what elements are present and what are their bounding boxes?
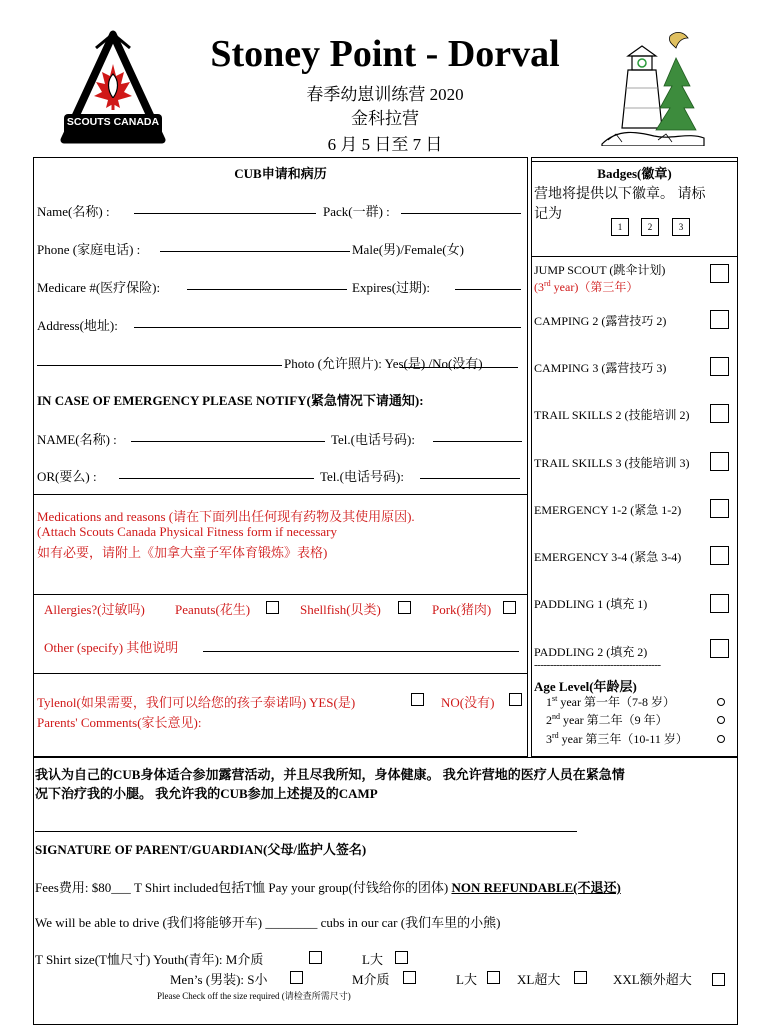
- address-field[interactable]: [134, 315, 521, 328]
- non-refundable-label: NON REFUNDABLE(不退还): [451, 880, 621, 895]
- mens-label: Men’s (男装): S小: [170, 972, 268, 987]
- badge-camping-3: CAMPING 3 (露营技巧 3): [534, 361, 667, 375]
- mens-xxl-checkbox[interactable]: [712, 973, 725, 986]
- shellfish-checkbox[interactable]: [398, 601, 411, 614]
- medications-instructions-1: Medications and reasons (请在下面列出任何现有药物及其使用原因).: [37, 509, 415, 524]
- address-label: Address(地址):: [37, 318, 118, 333]
- pack-label: Pack(一群) :: [323, 204, 390, 219]
- peanuts-checkbox[interactable]: [266, 601, 279, 614]
- badge-paddling-2-checkbox[interactable]: [710, 639, 729, 658]
- tylenol-no-checkbox[interactable]: [509, 693, 522, 706]
- photo-permission-label: Photo (允许照片): Yes(是) /No(没有): [284, 356, 483, 371]
- badges-title: Badges(徽章): [597, 166, 672, 181]
- mens-xl-checkbox[interactable]: [574, 971, 587, 984]
- mens-xxl-label: XXL额外超大: [613, 972, 692, 987]
- badge-trail-skills-2: TRAIL SKILLS 2 (技能培训 2): [534, 408, 690, 422]
- medicare-field[interactable]: [187, 277, 347, 290]
- age-level-title: Age Level(年龄层): [534, 679, 637, 694]
- mark-legend-1: 1: [611, 218, 629, 236]
- badge-emergency-1-2: EMERGENCY 1-2 (紧急 1-2): [534, 503, 682, 517]
- badge-camping-3-checkbox[interactable]: [710, 357, 729, 376]
- consent-statement-1: 我认为自己的CUB身体适合参加露营活动，并且尽我所知，身体健康。 我允许营地的医疗人员在紧急情: [35, 767, 625, 782]
- form-section-title: CUB申请和病历: [234, 166, 327, 181]
- peanuts-label: Peanuts(花生): [175, 602, 251, 617]
- parents-comments-label: Parents' Comments(家长意见):: [37, 715, 202, 730]
- pack-field[interactable]: [401, 201, 521, 214]
- age-level-2-radio[interactable]: [717, 716, 725, 724]
- badge-emergency-3-4-checkbox[interactable]: [710, 546, 729, 565]
- page-title: Stoney Point - Dorval: [210, 33, 560, 75]
- medications-instructions-3: 如有必要，请附上《加拿大童子军体育锻炼》表格): [37, 545, 328, 560]
- gender-label: Male(男)/Female(女): [352, 242, 464, 257]
- name-label: Name(名称) :: [37, 204, 110, 219]
- mark-legend-3: 3: [672, 218, 690, 236]
- youth-m-checkbox[interactable]: [309, 951, 322, 964]
- shellfish-label: Shellfish(贝类): [300, 602, 381, 617]
- phone-field[interactable]: [160, 239, 350, 252]
- mark-legend-2: 2: [641, 218, 659, 236]
- name-field[interactable]: [134, 201, 316, 214]
- badges-intro-1: 营地将提供以下徽章。 请标: [534, 187, 706, 202]
- pork-checkbox[interactable]: [503, 601, 516, 614]
- consent-statement-2: 况下治疗我的小腿。 我允许我的CUB参加上述提及的CAMP: [35, 786, 378, 801]
- badge-camping-2: CAMPING 2 (露营技巧 2): [534, 314, 667, 328]
- mens-xl-label: XL超大: [517, 972, 561, 987]
- age-level-3-radio[interactable]: [717, 735, 725, 743]
- youth-l-checkbox[interactable]: [395, 951, 408, 964]
- badge-jump-scout-checkbox[interactable]: [710, 264, 729, 283]
- medicare-label: Medicare #(医疗保险):: [37, 280, 161, 295]
- badges-intro-2: 记为: [534, 207, 562, 222]
- address-line-2[interactable]: [37, 353, 282, 366]
- emergency-tel-label: Tel.(电话号码):: [331, 432, 415, 447]
- badge-trail-skills-3: TRAIL SKILLS 3 (技能培训 3): [534, 456, 690, 470]
- mens-m-label: M介质: [352, 972, 390, 987]
- alt-tel-field[interactable]: [420, 466, 520, 479]
- emergency-notify-title: IN CASE OF EMERGENCY PLEASE NOTIFY(紧急情况下请通知):: [37, 393, 424, 408]
- badge-emergency-1-2-checkbox[interactable]: [710, 499, 729, 518]
- emergency-tel-field[interactable]: [433, 429, 522, 442]
- pork-label: Pork(猪肉): [432, 602, 492, 617]
- badge-camping-2-checkbox[interactable]: [710, 310, 729, 329]
- age-level-3: 3rd year 第三年（10-11 岁）: [546, 731, 688, 746]
- size-note: Please Check off the size required (请检查所需尺寸): [157, 991, 351, 1001]
- mens-l-checkbox[interactable]: [487, 971, 500, 984]
- expires-label: Expires(过期):: [352, 280, 430, 295]
- lighthouse-illustration: [598, 28, 708, 146]
- badge-trail-skills-2-checkbox[interactable]: [710, 404, 729, 423]
- alt-contact-name-field[interactable]: [119, 466, 314, 479]
- youth-l-label: L大: [362, 952, 383, 967]
- badge-jump-scout: JUMP SCOUT (跳伞计划): [534, 263, 666, 277]
- mens-m-checkbox[interactable]: [403, 971, 416, 984]
- alt-tel-label: Tel.(电话号码):: [320, 469, 404, 484]
- drive-text: We will be able to drive (我们将能够开车) ________ cubs in our car (我们车里的小熊): [35, 915, 501, 930]
- tylenol-question: Tylenol(如果需要，我们可以给您的孩子泰诺吗) YES(是): [37, 695, 356, 710]
- or-label: OR(要么) :: [37, 469, 97, 484]
- signature-line[interactable]: [35, 831, 577, 832]
- mens-l-label: L大: [456, 972, 477, 987]
- badge-paddling-2: PADDLING 2 (填充 2): [534, 645, 648, 659]
- badge-paddling-1: PADDLING 1 (填充 1): [534, 597, 648, 611]
- emergency-name-field[interactable]: [131, 429, 325, 442]
- camp-name: 金科拉营: [351, 109, 419, 128]
- emergency-name-label: NAME(名称) :: [37, 432, 117, 447]
- badge-jump-scout-sub: (3rd year)（第三年）: [534, 279, 639, 294]
- phone-label: Phone (家庭电话) :: [37, 242, 141, 257]
- camp-dates: 6 月 5 日至 7 日: [327, 135, 443, 154]
- fees-text: Fees费用: $80___ T Shirt included包括T恤 Pay your group(付钱给你的团体) NON REFUNDABLE(不退还): [35, 880, 621, 895]
- age-level-2: 2nd year 第二年（9 年）: [546, 712, 668, 727]
- tylenol-no-label: NO(没有): [441, 695, 495, 710]
- badge-trail-skills-3-checkbox[interactable]: [710, 452, 729, 471]
- camp-subtitle: 春季幼崽训练营 2020: [306, 85, 464, 104]
- medications-instructions-2: (Attach Scouts Canada Physical Fitness form if necessary: [37, 524, 338, 539]
- mens-s-checkbox[interactable]: [290, 971, 303, 984]
- badges-divider: ----------------------------------------: [534, 659, 661, 671]
- tylenol-yes-checkbox[interactable]: [411, 693, 424, 706]
- expires-field[interactable]: [455, 277, 521, 290]
- age-level-1-radio[interactable]: [717, 698, 725, 706]
- allergies-label: Allergies?(过敏吗): [44, 602, 145, 617]
- tshirt-size-label: T Shirt size(T恤尺寸) Youth(青年): M介质: [35, 952, 264, 967]
- signature-label: SIGNATURE OF PARENT/GUARDIAN(父母/监护人签名): [35, 842, 367, 857]
- badge-emergency-3-4: EMERGENCY 3-4 (紧急 3-4): [534, 550, 682, 564]
- other-allergy-label: Other (specify) 其他说明: [44, 640, 179, 655]
- age-level-1: 1st year 第一年（7-8 岁）: [546, 694, 675, 709]
- logo-text: SCOUTS CANADA: [66, 116, 160, 128]
- badge-paddling-1-checkbox[interactable]: [710, 594, 729, 613]
